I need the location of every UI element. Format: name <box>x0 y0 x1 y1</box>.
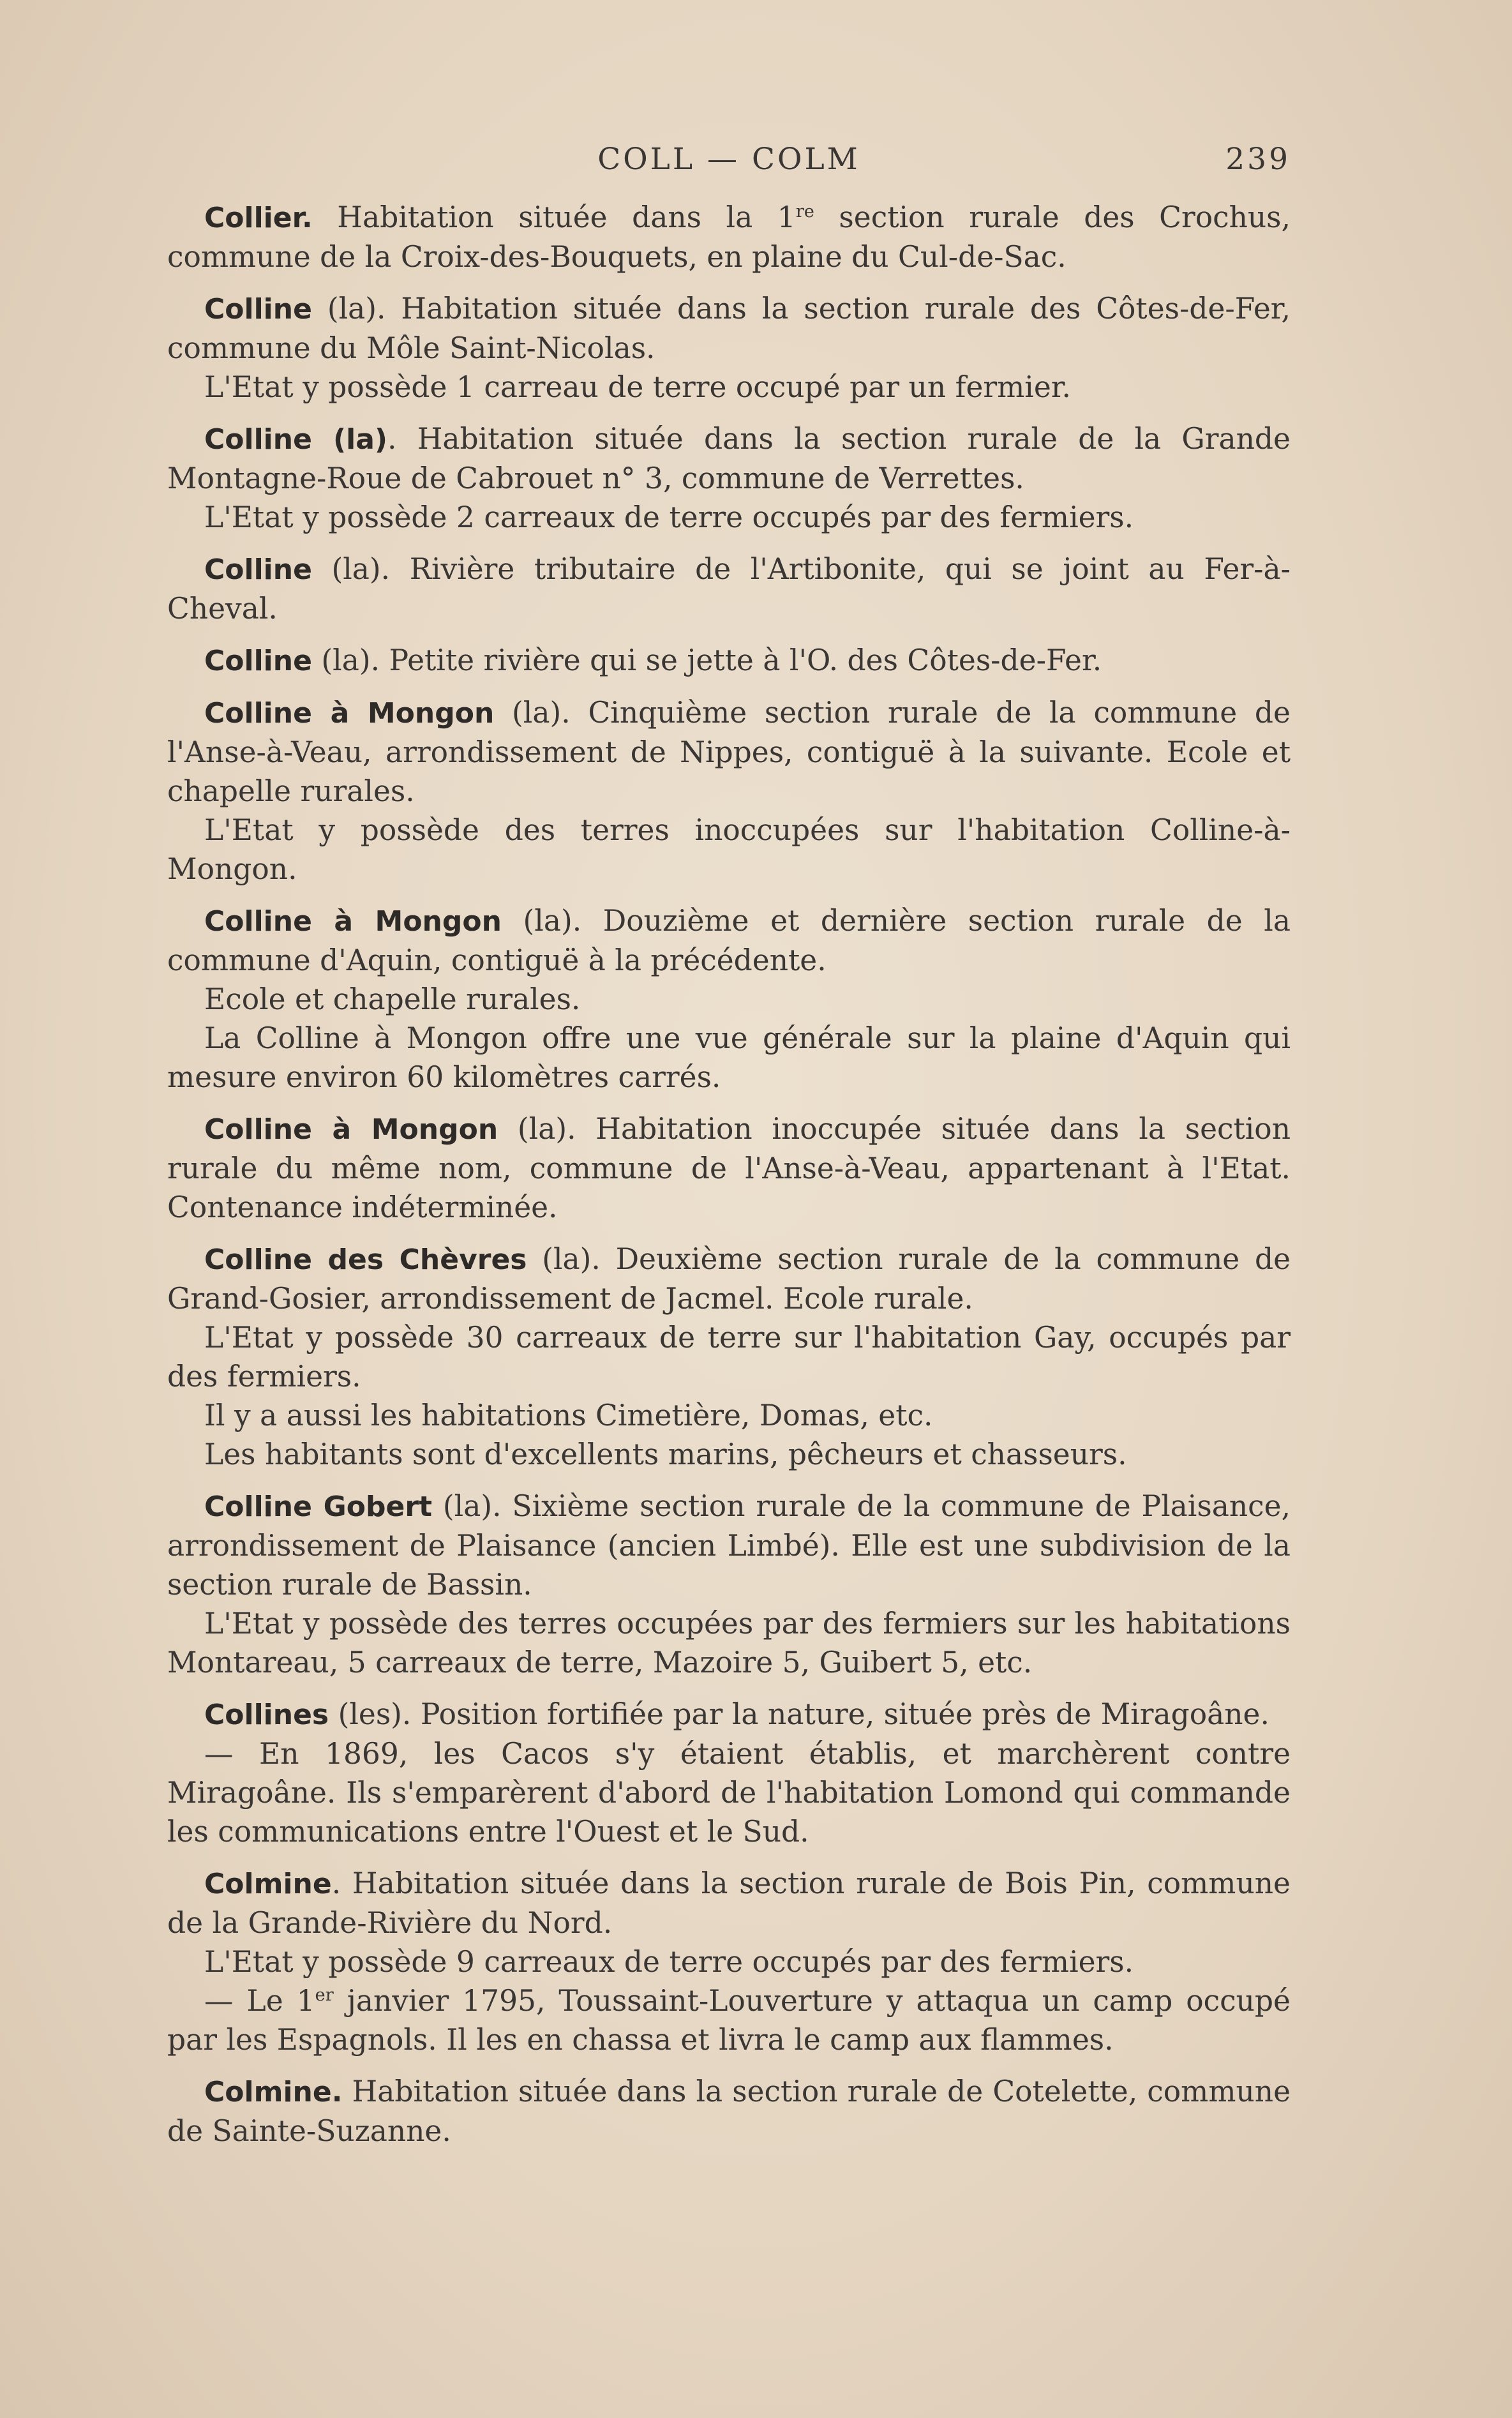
entry-paragraph: L'Etat y possède 9 carreaux de terre occupés par des fermiers. <box>204 1945 1134 1979</box>
entry-paragraph: Colmine. Habitation située dans la section rurale de Cotelette, commune de Sainte-Suzanne. <box>167 2075 1291 2148</box>
entry-head: Colmine. <box>204 2076 343 2108</box>
entry-paragraph: Colline Gobert (la). Sixième section rurale de la commune de Plaisance, arrondissement de Plaisance (ancien Limbé). Elle est une subdivision de la section rurale de Bassin. <box>167 1489 1291 1602</box>
entry-colline-4 <box>167 641 1291 680</box>
entry-colline-a-mongon-2 <box>167 901 1291 1097</box>
entry-paragraph: L'Etat y possède 30 carreaux de terre sur l'habitation Gay, occupés par des fermiers. <box>167 1321 1291 1393</box>
entry-colmine-1 <box>167 1864 1291 2059</box>
entry-head: Colline à Mongon <box>204 697 495 730</box>
running-header <box>167 142 1291 186</box>
entry-head: Colline (la) <box>204 423 388 456</box>
entry-head: Colline Gobert <box>204 1491 433 1523</box>
entry-collier <box>167 198 1291 276</box>
entry-head: Colmine <box>204 1868 332 1900</box>
entry-head: Collines <box>204 1699 329 1731</box>
entry-colline-des-chevres <box>167 1240 1291 1474</box>
entry-paragraph: Colline à Mongon (la). Cinquième section rurale de la commune de l'Anse-à-Veau, arrondissement de Nippes, contiguë à la suivante. Ecole et chapelle rurales. <box>167 696 1291 808</box>
entry-paragraph: Colline des Chèvres (la). Deuxième section rurale de la commune de Grand-Gosier, arrondissement de Jacmel. Ecole rurale. <box>167 1242 1291 1316</box>
entry-colmine-2 <box>167 2072 1291 2151</box>
entry-head: Colline à Mongon <box>204 905 502 938</box>
entry-head: Colline <box>204 553 312 586</box>
entry-paragraph: L'Etat y possède 1 carreau de terre occupé par un fermier. <box>204 370 1071 404</box>
entry-paragraph: Colline à Mongon (la). Douzième et dernière section rurale de la commune d'Aquin, contiguë à la précédente. <box>167 904 1291 977</box>
entry-paragraph: Collier. Habitation située dans la 1re section rurale des Crochus, commune de la Croix-des-Bouquets, en plaine du Cul-de-Sac. <box>167 200 1291 274</box>
entry-colline-a-mongon-3 <box>167 1109 1291 1227</box>
entry-collines <box>167 1695 1291 1851</box>
entry-colline-2 <box>167 419 1291 537</box>
entry-paragraph: — En 1869, les Cacos s'y étaient établis, et marchèrent contre Miragoâne. Ils s'emparèrent d'abord de l'habitation Lomond qui commande les communications entre l'Ouest et le Sud. <box>167 1737 1291 1849</box>
entry-paragraph: Colline (la). Habitation située dans la section rurale de la Grande Montagne-Roue de Cabrouet n° 3, commune de Verrettes. <box>167 422 1291 495</box>
entry-head: Collier. <box>204 202 313 234</box>
header-title: COLL — COLM <box>597 142 860 177</box>
entry-head: Colline <box>204 293 312 326</box>
entry-paragraph: Colline (la). Petite rivière qui se jette à l'O. des Côtes-de-Fer. <box>204 643 1102 677</box>
entry-paragraph: La Colline à Mongon offre une vue générale sur la plaine d'Aquin qui mesure environ 60 kilomètres carrés. <box>167 1021 1291 1094</box>
entry-paragraph: — Le 1er janvier 1795, Toussaint-Louverture y attaqua un camp occupé par les Espagnols. Il les en chassa et livra le camp aux flammes. <box>167 1984 1291 2057</box>
entry-paragraph: L'Etat y possède des terres occupées par des fermiers sur les habitations Montareau, 5 carreaux de terre, Mazoire 5, Guibert 5, etc. <box>167 1607 1291 1679</box>
entry-paragraph: Colline (la). Habitation située dans la section rurale des Côtes-de-Fer, commune du Môle Saint-Nicolas. <box>167 292 1291 365</box>
entries-list <box>167 198 1291 2163</box>
entry-paragraph: Collines (les). Position fortifiée par la nature, située près de Miragoâne. <box>204 1697 1269 1731</box>
page-number: 239 <box>1225 142 1291 177</box>
entry-paragraph: L'Etat y possède 2 carreaux de terre occupés par des fermiers. <box>204 500 1134 534</box>
entry-paragraph: Il y a aussi les habitations Cimetière, Domas, etc. <box>204 1399 933 1432</box>
entry-paragraph: Colline à Mongon (la). Habitation inoccupée située dans la section rurale du même nom, commune de l'Anse-à-Veau, appartenant à l'Etat. Contenance indéterminée. <box>167 1112 1291 1224</box>
entry-colline-1 <box>167 289 1291 407</box>
entry-paragraph: Colline (la). Rivière tributaire de l'Artibonite, qui se joint au Fer-à-Cheval. <box>167 552 1291 626</box>
entry-colline-a-mongon-1 <box>167 693 1291 889</box>
entry-paragraph: L'Etat y possède des terres inoccupées sur l'habitation Colline-à-Mongon. <box>167 813 1291 886</box>
entry-colline-gobert <box>167 1487 1291 1682</box>
entry-paragraph: Colmine. Habitation située dans la section rurale de Bois Pin, commune de la Grande-Rivière du Nord. <box>167 1866 1291 1940</box>
entry-head: Colline des Chèvres <box>204 1243 527 1276</box>
entry-paragraph: Les habitants sont d'excellents marins, pêcheurs et chasseurs. <box>204 1438 1127 1471</box>
entry-paragraph: Ecole et chapelle rurales. <box>204 982 581 1016</box>
entry-colline-3 <box>167 550 1291 628</box>
entry-head: Colline <box>204 645 312 677</box>
entry-head: Colline à Mongon <box>204 1113 498 1146</box>
